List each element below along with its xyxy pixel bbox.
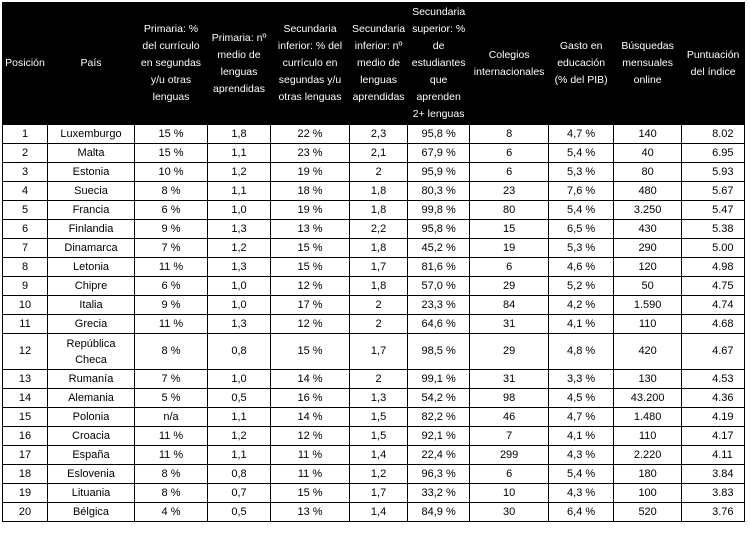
cell-international-schools: 6 (470, 144, 549, 163)
cell-primary-curriculum-pct: 5 % (135, 389, 208, 408)
cell-education-spending: 4,3 % (549, 446, 614, 465)
cell-upper-secondary-students-pct: 22,4 % (408, 446, 470, 465)
cell-education-spending: 4,6 % (549, 258, 614, 277)
cell-country: Estonia (48, 163, 135, 182)
cell-primary-curriculum-pct: 8 % (135, 334, 208, 370)
cell-position: 7 (3, 239, 48, 258)
cell-lower-secondary-languages: 1,5 (350, 427, 408, 446)
cell-index-score: 3.83 (682, 484, 745, 503)
cell-education-spending: 7,6 % (549, 182, 614, 201)
cell-position: 16 (3, 427, 48, 446)
cell-international-schools: 23 (470, 182, 549, 201)
cell-lower-secondary-curriculum-pct: 17 % (271, 296, 350, 315)
cell-education-spending: 4,2 % (549, 296, 614, 315)
cell-lower-secondary-curriculum-pct: 11 % (271, 446, 350, 465)
cell-position: 1 (3, 125, 48, 144)
cell-primary-languages: 1,0 (208, 201, 271, 220)
cell-primary-curriculum-pct: 6 % (135, 201, 208, 220)
header-primary-languages: Primaria: nº medio de lenguas aprendidas (208, 3, 271, 125)
cell-position: 14 (3, 389, 48, 408)
cell-upper-secondary-students-pct: 84,9 % (408, 503, 470, 522)
cell-index-score: 4.67 (682, 334, 745, 370)
cell-international-schools: 31 (470, 315, 549, 334)
cell-lower-secondary-languages: 1,2 (350, 465, 408, 484)
cell-position: 2 (3, 144, 48, 163)
cell-country: República Checa (48, 334, 135, 370)
cell-index-score: 5.93 (682, 163, 745, 182)
cell-lower-secondary-languages: 1,4 (350, 503, 408, 522)
cell-index-score: 4.75 (682, 277, 745, 296)
cell-education-spending: 4,3 % (549, 484, 614, 503)
cell-lower-secondary-languages: 1,3 (350, 389, 408, 408)
cell-education-spending: 5,3 % (549, 239, 614, 258)
cell-monthly-searches: 420 (614, 334, 682, 370)
cell-primary-curriculum-pct: 11 % (135, 446, 208, 465)
cell-primary-curriculum-pct: 8 % (135, 484, 208, 503)
cell-position: 5 (3, 201, 48, 220)
cell-index-score: 6.95 (682, 144, 745, 163)
cell-index-score: 5.67 (682, 182, 745, 201)
cell-lower-secondary-curriculum-pct: 19 % (271, 163, 350, 182)
cell-international-schools: 29 (470, 277, 549, 296)
cell-primary-curriculum-pct: 9 % (135, 220, 208, 239)
cell-country: Rumanía (48, 370, 135, 389)
cell-primary-languages: 0,5 (208, 389, 271, 408)
cell-lower-secondary-curriculum-pct: 13 % (271, 503, 350, 522)
cell-monthly-searches: 290 (614, 239, 682, 258)
cell-lower-secondary-languages: 1,7 (350, 334, 408, 370)
cell-lower-secondary-curriculum-pct: 15 % (271, 239, 350, 258)
cell-lower-secondary-languages: 1,8 (350, 201, 408, 220)
table-row (3, 408, 745, 427)
cell-position: 3 (3, 163, 48, 182)
cell-monthly-searches: 1.590 (614, 296, 682, 315)
cell-lower-secondary-curriculum-pct: 12 % (271, 427, 350, 446)
cell-country: España (48, 446, 135, 465)
table-row (3, 465, 745, 484)
cell-education-spending: 5,4 % (549, 144, 614, 163)
cell-upper-secondary-students-pct: 95,8 % (408, 220, 470, 239)
cell-lower-secondary-curriculum-pct: 15 % (271, 258, 350, 277)
cell-upper-secondary-students-pct: 82,2 % (408, 408, 470, 427)
table-row (3, 296, 745, 315)
cell-country: Luxemburgo (48, 125, 135, 144)
cell-monthly-searches: 3.250 (614, 201, 682, 220)
cell-country: Letonia (48, 258, 135, 277)
cell-international-schools: 30 (470, 503, 549, 522)
cell-primary-languages: 1,8 (208, 125, 271, 144)
cell-position: 9 (3, 277, 48, 296)
cell-primary-languages: 1,3 (208, 258, 271, 277)
cell-lower-secondary-languages: 2 (350, 296, 408, 315)
cell-country: Croacia (48, 427, 135, 446)
cell-primary-languages: 1,3 (208, 220, 271, 239)
cell-primary-curriculum-pct: 7 % (135, 370, 208, 389)
cell-lower-secondary-curriculum-pct: 23 % (271, 144, 350, 163)
cell-primary-languages: 0,8 (208, 465, 271, 484)
cell-position: 12 (3, 334, 48, 370)
data-table-container (2, 2, 745, 522)
cell-index-score: 4.19 (682, 408, 745, 427)
cell-position: 19 (3, 484, 48, 503)
cell-international-schools: 84 (470, 296, 549, 315)
cell-index-score: 5.47 (682, 201, 745, 220)
cell-education-spending: 4,8 % (549, 334, 614, 370)
table-row (3, 163, 745, 182)
cell-primary-curriculum-pct: 10 % (135, 163, 208, 182)
cell-upper-secondary-students-pct: 81,6 % (408, 258, 470, 277)
cell-index-score: 4.74 (682, 296, 745, 315)
header-monthly-searches: Búsquedas mensuales online (614, 3, 682, 125)
cell-lower-secondary-curriculum-pct: 14 % (271, 370, 350, 389)
cell-lower-secondary-curriculum-pct: 14 % (271, 408, 350, 427)
cell-lower-secondary-languages: 2,3 (350, 125, 408, 144)
cell-position: 17 (3, 446, 48, 465)
cell-education-spending: 6,5 % (549, 220, 614, 239)
cell-country: Suecia (48, 182, 135, 201)
table-row (3, 484, 745, 503)
cell-lower-secondary-curriculum-pct: 19 % (271, 201, 350, 220)
cell-international-schools: 31 (470, 370, 549, 389)
table-row (3, 427, 745, 446)
cell-primary-languages: 1,1 (208, 408, 271, 427)
cell-monthly-searches: 43.200 (614, 389, 682, 408)
cell-primary-curriculum-pct: 8 % (135, 465, 208, 484)
cell-primary-languages: 1,2 (208, 239, 271, 258)
cell-upper-secondary-students-pct: 96,3 % (408, 465, 470, 484)
cell-index-score: 3.76 (682, 503, 745, 522)
table-row (3, 220, 745, 239)
cell-country: Alemania (48, 389, 135, 408)
cell-country: Malta (48, 144, 135, 163)
cell-monthly-searches: 140 (614, 125, 682, 144)
cell-monthly-searches: 130 (614, 370, 682, 389)
header-country: País (48, 3, 135, 125)
table-row (3, 182, 745, 201)
cell-primary-curriculum-pct: 11 % (135, 315, 208, 334)
cell-international-schools: 299 (470, 446, 549, 465)
cell-monthly-searches: 120 (614, 258, 682, 277)
cell-index-score: 4.53 (682, 370, 745, 389)
cell-primary-curriculum-pct: 11 % (135, 258, 208, 277)
table-row (3, 503, 745, 522)
cell-primary-curriculum-pct: 15 % (135, 125, 208, 144)
cell-country: Lituania (48, 484, 135, 503)
cell-primary-languages: 0,8 (208, 334, 271, 370)
cell-primary-curriculum-pct: 11 % (135, 427, 208, 446)
cell-upper-secondary-students-pct: 99,1 % (408, 370, 470, 389)
cell-lower-secondary-languages: 2 (350, 163, 408, 182)
cell-primary-languages: 0,5 (208, 503, 271, 522)
cell-primary-languages: 1,0 (208, 370, 271, 389)
cell-upper-secondary-students-pct: 67,9 % (408, 144, 470, 163)
header-primary-curriculum-pct: Primaria: % del currículo en segundas y/u otras lenguas (135, 3, 208, 125)
cell-country: Bélgica (48, 503, 135, 522)
cell-monthly-searches: 40 (614, 144, 682, 163)
cell-international-schools: 80 (470, 201, 549, 220)
cell-index-score: 4.68 (682, 315, 745, 334)
cell-primary-languages: 1,2 (208, 427, 271, 446)
cell-education-spending: 4,1 % (549, 315, 614, 334)
table-row (3, 144, 745, 163)
cell-lower-secondary-languages: 1,7 (350, 484, 408, 503)
cell-lower-secondary-curriculum-pct: 11 % (271, 465, 350, 484)
cell-primary-curriculum-pct: 8 % (135, 182, 208, 201)
cell-monthly-searches: 80 (614, 163, 682, 182)
table-row (3, 239, 745, 258)
table-row (3, 277, 745, 296)
cell-primary-curriculum-pct: 6 % (135, 277, 208, 296)
cell-primary-languages: 1,0 (208, 296, 271, 315)
cell-primary-curriculum-pct: n/a (135, 408, 208, 427)
cell-index-score: 4.11 (682, 446, 745, 465)
cell-international-schools: 19 (470, 239, 549, 258)
cell-education-spending: 5,4 % (549, 201, 614, 220)
cell-country: Grecia (48, 315, 135, 334)
cell-upper-secondary-students-pct: 33,2 % (408, 484, 470, 503)
cell-monthly-searches: 110 (614, 427, 682, 446)
cell-index-score: 3.84 (682, 465, 745, 484)
cell-country: Italia (48, 296, 135, 315)
cell-lower-secondary-languages: 1,7 (350, 258, 408, 277)
cell-primary-curriculum-pct: 4 % (135, 503, 208, 522)
cell-lower-secondary-languages: 2 (350, 315, 408, 334)
cell-position: 10 (3, 296, 48, 315)
cell-upper-secondary-students-pct: 92,1 % (408, 427, 470, 446)
cell-primary-languages: 1,1 (208, 446, 271, 465)
cell-monthly-searches: 480 (614, 182, 682, 201)
cell-lower-secondary-curriculum-pct: 18 % (271, 182, 350, 201)
table-row (3, 389, 745, 408)
cell-position: 4 (3, 182, 48, 201)
cell-primary-languages: 0,7 (208, 484, 271, 503)
header-position: Posición (3, 3, 48, 125)
cell-upper-secondary-students-pct: 64,6 % (408, 315, 470, 334)
cell-education-spending: 6,4 % (549, 503, 614, 522)
cell-education-spending: 3,3 % (549, 370, 614, 389)
cell-country: Eslovenia (48, 465, 135, 484)
cell-education-spending: 4,7 % (549, 125, 614, 144)
header-lower-secondary-curriculum-pct: Secundaria inferior: % del currículo en segundas y/u otras lenguas (271, 3, 350, 125)
cell-primary-curriculum-pct: 9 % (135, 296, 208, 315)
table-row (3, 258, 745, 277)
cell-position: 20 (3, 503, 48, 522)
table-body (3, 125, 745, 522)
table-row (3, 370, 745, 389)
cell-education-spending: 4,7 % (549, 408, 614, 427)
cell-education-spending: 5,2 % (549, 277, 614, 296)
cell-lower-secondary-languages: 2,1 (350, 144, 408, 163)
cell-primary-curriculum-pct: 7 % (135, 239, 208, 258)
cell-position: 13 (3, 370, 48, 389)
cell-lower-secondary-curriculum-pct: 15 % (271, 484, 350, 503)
cell-index-score: 4.36 (682, 389, 745, 408)
header-lower-secondary-languages: Secundaria inferior: nº medio de lenguas aprendidas (350, 3, 408, 125)
cell-position: 11 (3, 315, 48, 334)
cell-international-schools: 6 (470, 465, 549, 484)
cell-monthly-searches: 180 (614, 465, 682, 484)
header-row (3, 3, 745, 125)
table-row (3, 446, 745, 465)
header-international-schools: Colegios internacionales (470, 3, 549, 125)
cell-index-score: 5.00 (682, 239, 745, 258)
cell-monthly-searches: 520 (614, 503, 682, 522)
table-row (3, 125, 745, 144)
cell-international-schools: 6 (470, 258, 549, 277)
cell-education-spending: 4,5 % (549, 389, 614, 408)
cell-lower-secondary-curriculum-pct: 15 % (271, 334, 350, 370)
cell-country: Polonia (48, 408, 135, 427)
cell-monthly-searches: 100 (614, 484, 682, 503)
cell-lower-secondary-languages: 1,5 (350, 408, 408, 427)
cell-primary-languages: 1,3 (208, 315, 271, 334)
cell-international-schools: 6 (470, 163, 549, 182)
cell-education-spending: 5,3 % (549, 163, 614, 182)
cell-lower-secondary-curriculum-pct: 22 % (271, 125, 350, 144)
header-index-score: Puntuación del índice (682, 3, 745, 125)
cell-lower-secondary-languages: 1,4 (350, 446, 408, 465)
cell-lower-secondary-curriculum-pct: 13 % (271, 220, 350, 239)
cell-monthly-searches: 2.220 (614, 446, 682, 465)
cell-lower-secondary-languages: 2,2 (350, 220, 408, 239)
cell-international-schools: 46 (470, 408, 549, 427)
cell-lower-secondary-languages: 2 (350, 370, 408, 389)
table-row (3, 201, 745, 220)
cell-international-schools: 15 (470, 220, 549, 239)
cell-lower-secondary-languages: 1,8 (350, 239, 408, 258)
cell-education-spending: 4,1 % (549, 427, 614, 446)
cell-country: Chipre (48, 277, 135, 296)
cell-upper-secondary-students-pct: 45,2 % (408, 239, 470, 258)
cell-upper-secondary-students-pct: 95,9 % (408, 163, 470, 182)
cell-international-schools: 98 (470, 389, 549, 408)
cell-position: 8 (3, 258, 48, 277)
cell-lower-secondary-curriculum-pct: 16 % (271, 389, 350, 408)
cell-index-score: 4.17 (682, 427, 745, 446)
cell-lower-secondary-curriculum-pct: 12 % (271, 277, 350, 296)
cell-position: 18 (3, 465, 48, 484)
cell-upper-secondary-students-pct: 57,0 % (408, 277, 470, 296)
cell-country: Dinamarca (48, 239, 135, 258)
cell-education-spending: 5,4 % (549, 465, 614, 484)
cell-primary-curriculum-pct: 15 % (135, 144, 208, 163)
cell-index-score: 8.02 (682, 125, 745, 144)
cell-international-schools: 8 (470, 125, 549, 144)
header-education-spending: Gasto en educación (% del PIB) (549, 3, 614, 125)
cell-upper-secondary-students-pct: 99,8 % (408, 201, 470, 220)
cell-monthly-searches: 110 (614, 315, 682, 334)
cell-index-score: 4.98 (682, 258, 745, 277)
cell-position: 15 (3, 408, 48, 427)
cell-upper-secondary-students-pct: 54,2 % (408, 389, 470, 408)
cell-primary-languages: 1,1 (208, 144, 271, 163)
header-upper-secondary-students-pct: Secundaria superior: % de estudiantes que aprenden 2+ lenguas (408, 3, 470, 125)
cell-country: Francia (48, 201, 135, 220)
cell-country: Finlandia (48, 220, 135, 239)
cell-monthly-searches: 1.480 (614, 408, 682, 427)
cell-international-schools: 7 (470, 427, 549, 446)
cell-international-schools: 29 (470, 334, 549, 370)
cell-upper-secondary-students-pct: 98,5 % (408, 334, 470, 370)
cell-lower-secondary-languages: 1,8 (350, 277, 408, 296)
cell-monthly-searches: 50 (614, 277, 682, 296)
language-index-table (2, 2, 745, 522)
cell-upper-secondary-students-pct: 23,3 % (408, 296, 470, 315)
cell-lower-secondary-curriculum-pct: 12 % (271, 315, 350, 334)
cell-index-score: 5.38 (682, 220, 745, 239)
table-row (3, 315, 745, 334)
cell-position: 6 (3, 220, 48, 239)
cell-upper-secondary-students-pct: 95,8 % (408, 125, 470, 144)
cell-upper-secondary-students-pct: 80,3 % (408, 182, 470, 201)
cell-international-schools: 10 (470, 484, 549, 503)
cell-primary-languages: 1,1 (208, 182, 271, 201)
cell-primary-languages: 1,2 (208, 163, 271, 182)
cell-lower-secondary-languages: 1,8 (350, 182, 408, 201)
table-row (3, 334, 745, 370)
cell-monthly-searches: 430 (614, 220, 682, 239)
cell-primary-languages: 1,0 (208, 277, 271, 296)
